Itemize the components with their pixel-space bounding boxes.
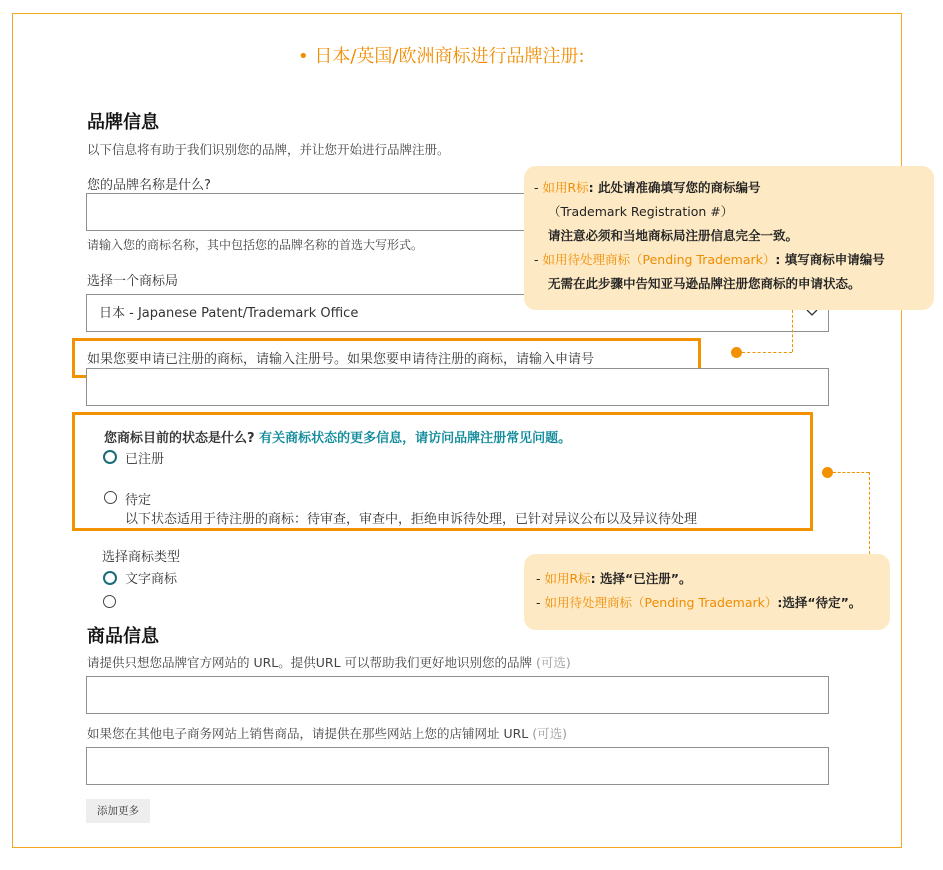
connector-line-top-v [792, 310, 793, 352]
brand-info-description: 以下信息将有助于我们识别您的品牌，并让您开始进行品牌注册。 [87, 142, 450, 157]
radio-registered[interactable] [103, 450, 117, 464]
trademark-office-selected: 日本 - Japanese Patent/Trademark Office [99, 306, 359, 321]
radio-registered-label: 已注册 [125, 452, 165, 467]
callout-top-line3: 请注意必须和当地商标局注册信息完全一致。 [548, 228, 799, 243]
connector-line-bottom-v [869, 472, 870, 554]
trademark-status-question [104, 427, 571, 446]
brand-info-heading: 品牌信息 [87, 112, 159, 133]
callout-status-tip [524, 554, 890, 630]
pending-description: 以下状态适用于待注册的商标：待审查，审查中，拒绝申诉待处理，已针对异议公布以及异议待处理 [125, 512, 698, 527]
callout-bottom-line2: - 如用待处理商标（Pending Trademark）:选择“待定”。 [536, 595, 862, 610]
connector-dot-top [731, 347, 742, 358]
registration-number-input[interactable] [86, 368, 829, 406]
radio-pending[interactable] [104, 491, 117, 504]
brand-url-input[interactable] [86, 676, 829, 714]
store-url-input[interactable] [86, 747, 829, 785]
radio-word-mark[interactable] [103, 571, 117, 585]
brand-name-label: 您的品牌名称是什么? [87, 178, 211, 193]
chevron-down-icon [806, 309, 818, 317]
page-title: • 日本/英国/欧洲商标进行品牌注册: [298, 46, 585, 67]
registration-number-label: 如果您要申请已注册的商标，请输入注册号。如果您要申请待注册的商标，请输入申请号 [87, 352, 595, 367]
callout-top-line4: - 如用待处理商标（Pending Trademark）: 填写商标申请编号 [534, 252, 885, 267]
status-faq-link[interactable]: 有关商标状态的更多信息，请访问品牌注册常见问题。 [259, 431, 572, 446]
brand-url-optional: (可选) [536, 655, 571, 670]
store-url-label-text: 如果您在其他电子商务网站上销售商品，请提供在那些网站上您的店铺网址 URL [87, 726, 529, 741]
trademark-type-label: 选择商标类型 [102, 550, 181, 565]
callout-registration-tip [524, 166, 934, 310]
callout-bottom-line1: - 如用R标: 选择“已注册”。 [536, 571, 692, 586]
connector-line-bottom-h [833, 472, 869, 473]
brand-name-hint: 请输入您的商标名称，其中包括您的品牌名称的首选大写形式。 [87, 238, 424, 252]
radio-word-mark-label: 文字商标 [125, 572, 178, 587]
radio-design-mark[interactable] [103, 595, 116, 608]
callout-top-line2: （Trademark Registration #） [548, 204, 734, 219]
add-more-button[interactable]: 添加更多 [86, 799, 150, 823]
store-url-optional: (可选) [532, 726, 568, 741]
connector-line-top-h [742, 352, 792, 353]
trademark-office-label: 选择一个商标局 [87, 274, 179, 289]
brand-url-label [87, 653, 571, 671]
store-url-label [87, 724, 567, 742]
callout-top-line5: 无需在此步骤中告知亚马逊品牌注册您商标的申请状态。 [548, 276, 861, 291]
product-info-heading: 商品信息 [87, 626, 159, 647]
brand-url-label-text: 请提供只想您品牌官方网站的 URL。提供URL 可以帮助我们更好地识别您的品牌 [87, 655, 533, 670]
radio-pending-label: 待定 [125, 493, 152, 508]
connector-dot-bottom [822, 467, 833, 478]
callout-top-line1: - 如用R标: 此处请准确填写您的商标编号 [534, 180, 761, 195]
status-question-text: 您商标目前的状态是什么? [104, 431, 255, 446]
